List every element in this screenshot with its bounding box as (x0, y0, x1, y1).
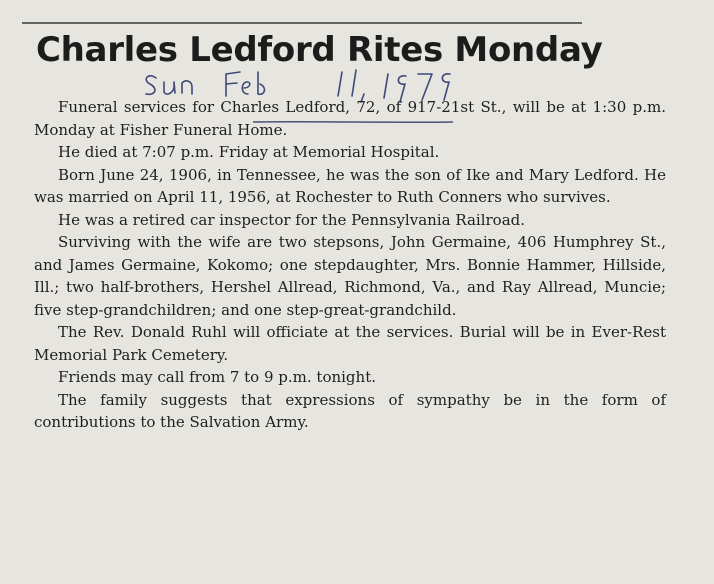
paragraph-occupation: He was a retired car inspector for the Pennsylvania Railroad. (58, 210, 526, 229)
paragraph-survivors: Surviving with the wife are two stepsons, John Germaine, 406 Humphrey St., and James Germaine, Kokomo; one stepdaughter, Mrs. Bonnie Hammer, Hillside, Ill.; two half-brothers, Hershel Allread, Richmond, Va., and Ray Allread, Muncie; five step-grandchildren; and one step-great-grandchild. (34, 233, 666, 319)
paragraph-officiant-burial: The Rev. Donald Ruhl will officiate at the services. Burial will be in Ever-Rest Memorial Park Cemetery. (34, 323, 666, 364)
paragraph-funeral-services: Funeral services for Charles Ledford, 72, of 917-21st St., will be at 1:30 p.m. Monday at Fisher Funeral Home. (34, 98, 666, 139)
top-rule (22, 22, 582, 24)
headline: Charles Ledford Rites Monday (36, 30, 603, 70)
paragraph-death: He died at 7:07 p.m. Friday at Memorial Hospital. (58, 143, 440, 161)
article-body (34, 96, 666, 434)
paragraph-visitation: Friends may call from 7 to 9 p.m. tonight. (58, 368, 376, 386)
paragraph-birth-marriage: Born June 24, 1906, in Tennessee, he was the son of Ike and Mary Ledford. He was married on April 11, 1956, at Rochester to Ruth Conners who survives. (34, 165, 666, 206)
paragraph-contributions: The family suggests that expressions of sympathy be in the form of contributions to the Salvation Army. (34, 390, 666, 431)
